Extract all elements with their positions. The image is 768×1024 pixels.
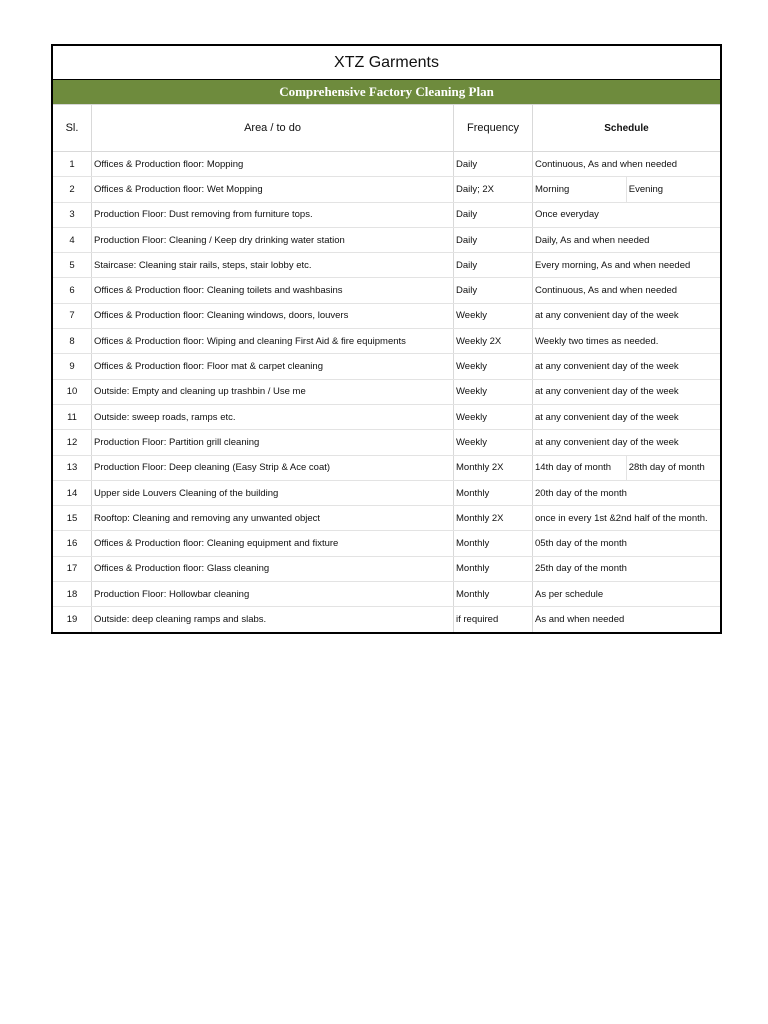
row-area: Production Floor: Dust removing from furniture tops. [92, 202, 454, 227]
row-area: Production Floor: Hollowbar cleaning [92, 582, 454, 607]
header-schedule: Schedule [533, 105, 721, 152]
table-row [53, 354, 720, 379]
row-area: Offices & Production floor: Cleaning toilets and washbasins [92, 278, 454, 303]
row-schedule: at any convenient day of the week [533, 379, 721, 404]
row-sl: 12 [53, 430, 92, 455]
row-frequency: Monthly [454, 531, 533, 556]
table-body [53, 152, 720, 632]
row-frequency: Daily [454, 278, 533, 303]
table-row [53, 607, 720, 632]
row-schedule: As per schedule [533, 582, 721, 607]
header-sl: Sl. [53, 105, 92, 152]
row-area: Rooftop: Cleaning and removing any unwanted object [92, 506, 454, 531]
row-frequency: Weekly [454, 354, 533, 379]
document-subtitle: Comprehensive Factory Cleaning Plan [53, 80, 720, 105]
row-area: Offices & Production floor: Mopping [92, 152, 454, 177]
row-frequency: Monthly [454, 480, 533, 505]
row-schedule: once in every 1st &2nd half of the month. [533, 506, 721, 531]
row-sl: 4 [53, 227, 92, 252]
table-row [53, 480, 720, 505]
row-sl: 5 [53, 253, 92, 278]
row-schedule: As and when needed [535, 613, 625, 625]
row-schedule-2: 28th day of month [626, 455, 720, 480]
row-area: Upper side Louvers Cleaning of the building [92, 480, 454, 505]
row-area: Production Floor: Deep cleaning (Easy Strip & Ace coat) [92, 455, 454, 480]
row-frequency: Monthly [454, 582, 533, 607]
table-row [53, 202, 720, 227]
row-schedule: 05th day of the month [533, 531, 721, 556]
table-row [53, 455, 720, 480]
table-row [53, 227, 720, 252]
row-sl: 17 [53, 556, 92, 581]
row-schedule: Weekly two times as needed. [533, 329, 721, 354]
row-frequency: Weekly [454, 379, 533, 404]
row-sl: 2 [53, 177, 92, 202]
row-sl: 18 [53, 582, 92, 607]
row-sl: 13 [53, 455, 92, 480]
row-schedule: at any convenient day of the week [533, 303, 721, 328]
row-sl: 15 [53, 506, 92, 531]
row-schedule: 20th day of the month [533, 480, 721, 505]
row-area: Offices & Production floor: Wet Mopping [92, 177, 454, 202]
row-area: Outside: deep cleaning ramps and slabs. [92, 607, 454, 632]
row-schedule: Morning [533, 177, 627, 202]
row-schedule: at any convenient day of the week [533, 430, 721, 455]
table-row [53, 303, 720, 328]
row-sl: 10 [53, 379, 92, 404]
table-row [53, 329, 720, 354]
row-sl: 8 [53, 329, 92, 354]
row-frequency: Monthly 2X [454, 455, 533, 480]
row-area: Outside: sweep roads, ramps etc. [92, 404, 454, 429]
row-frequency: Weekly [454, 303, 533, 328]
row-sl: 16 [53, 531, 92, 556]
row-frequency: if required [454, 607, 533, 632]
row-frequency: Monthly [454, 556, 533, 581]
header-frequency: Frequency [454, 105, 533, 152]
row-schedule: Continuous, As and when needed [533, 152, 721, 177]
row-schedule: Every morning, As and when needed [533, 253, 721, 278]
row-sl: 3 [53, 202, 92, 227]
row-sl: 19 [53, 607, 92, 632]
row-area: Offices & Production floor: Glass cleaning [92, 556, 454, 581]
row-area: Production Floor: Partition grill cleaning [92, 430, 454, 455]
table-row [53, 152, 720, 177]
row-area: Production Floor: Cleaning / Keep dry drinking water station [92, 227, 454, 252]
row-sl: 14 [53, 480, 92, 505]
row-frequency: Daily [454, 202, 533, 227]
row-sl: 6 [53, 278, 92, 303]
table-row [53, 556, 720, 581]
header-area: Area / to do [92, 105, 454, 152]
table-header-row [53, 105, 720, 152]
row-sl: 7 [53, 303, 92, 328]
row-frequency: Monthly 2X [454, 506, 533, 531]
row-area: Outside: Empty and cleaning up trashbin / Use me [92, 379, 454, 404]
row-schedule: Daily, As and when needed [533, 227, 721, 252]
table-row [53, 404, 720, 429]
document-title: XTZ Garments [53, 46, 720, 80]
row-frequency: Daily; 2X [454, 177, 533, 202]
row-schedule: 14th day of month [533, 455, 627, 480]
row-schedule-2: Evening [626, 177, 720, 202]
row-sl: 1 [53, 152, 92, 177]
row-area: Offices & Production floor: Wiping and cleaning First Aid & fire equipments [92, 329, 454, 354]
table-row [53, 582, 720, 607]
row-sl: 9 [53, 354, 92, 379]
cleaning-plan-sheet [51, 44, 722, 634]
row-schedule: at any convenient day of the week [533, 354, 721, 379]
row-area: Offices & Production floor: Cleaning windows, doors, louvers [92, 303, 454, 328]
row-area: Staircase: Cleaning stair rails, steps, stair lobby etc. [92, 253, 454, 278]
row-frequency: Daily [454, 227, 533, 252]
row-frequency: Daily [454, 152, 533, 177]
table-row [53, 379, 720, 404]
row-schedule: 25th day of the month [533, 556, 721, 581]
row-area: Offices & Production floor: Floor mat & carpet cleaning [92, 354, 454, 379]
cleaning-plan-table [53, 105, 720, 632]
table-row [53, 278, 720, 303]
row-area: Offices & Production floor: Cleaning equipment and fixture [92, 531, 454, 556]
row-frequency: Weekly 2X [454, 329, 533, 354]
table-row [53, 531, 720, 556]
table-row [53, 177, 720, 202]
row-schedule: at any convenient day of the week [533, 404, 721, 429]
table-row [53, 253, 720, 278]
row-schedule: Once everyday [533, 202, 721, 227]
row-schedule: Continuous, As and when needed [533, 278, 721, 303]
table-row [53, 506, 720, 531]
row-frequency: Weekly [454, 404, 533, 429]
row-sl: 11 [53, 404, 92, 429]
table-row [53, 430, 720, 455]
row-frequency: Weekly [454, 430, 533, 455]
row-frequency: Daily [454, 253, 533, 278]
